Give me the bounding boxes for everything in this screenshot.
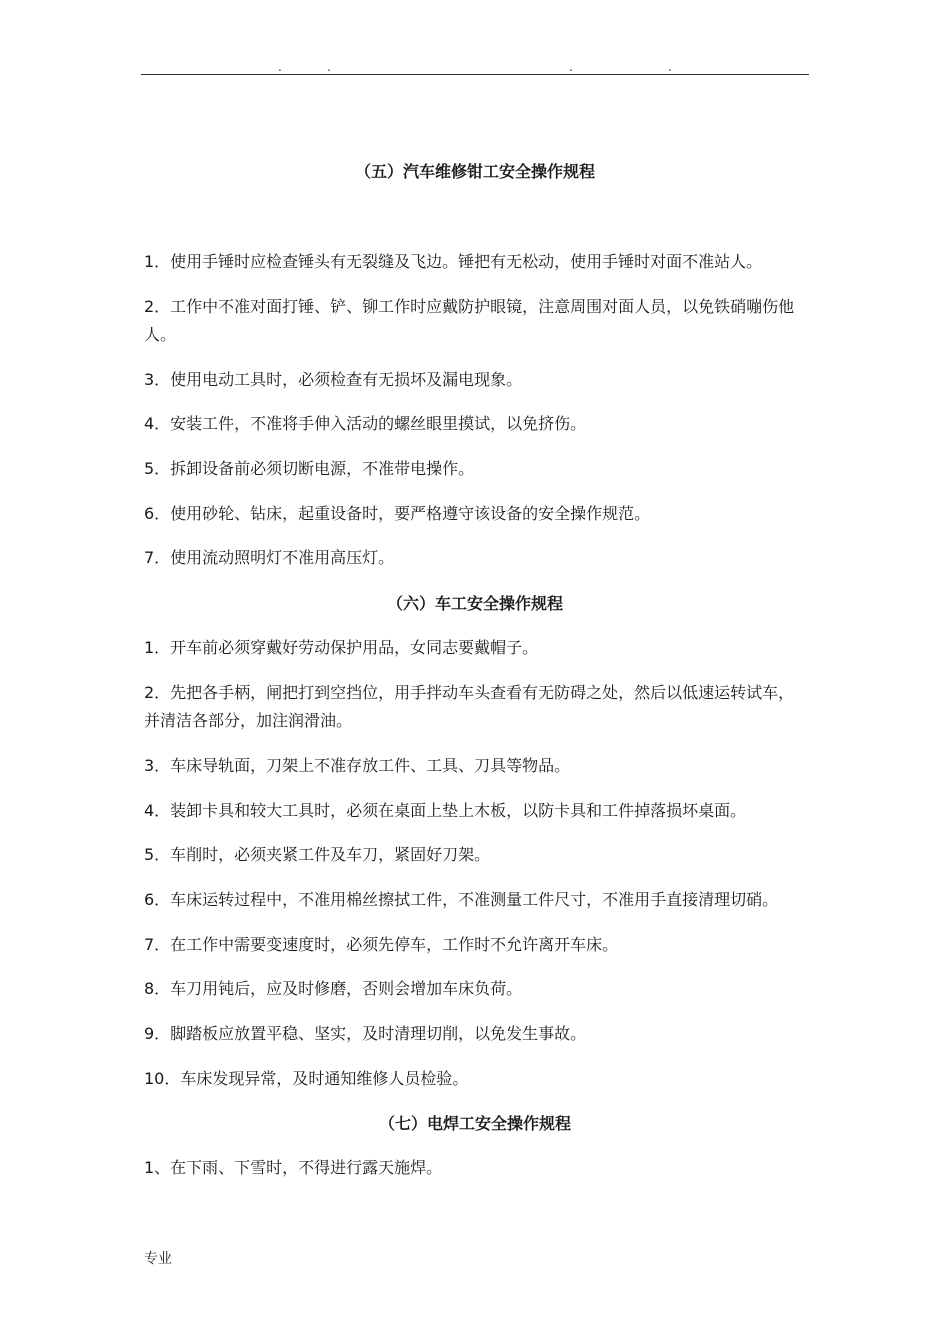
section-title-7: （七）电焊工安全操作规程 — [378, 1114, 571, 1133]
header-rule — [141, 74, 809, 75]
list-item: 4．安装工件，不准将手伸入活动的螺丝眼里摸试，以免挤伤。 — [144, 414, 587, 433]
header-dot: . — [278, 60, 282, 74]
list-item: 1、在下雨、下雪时，不得进行露天施焊。 — [144, 1158, 443, 1177]
list-item: 4．装卸卡具和较大工具时，必须在桌面上垫上木板，以防卡具和工件掉落损坏桌面。 — [144, 801, 747, 820]
list-item: 10．车床发现异常，及时通知维修人员检验。 — [144, 1069, 469, 1088]
list-item: 5．车削时，必须夹紧工件及车刀，紧固好刀架。 — [144, 845, 491, 864]
list-item: 1．开车前必须穿戴好劳动保护用品，女同志要戴帽子。 — [144, 638, 539, 657]
list-item: 9．脚踏板应放置平稳、坚实，及时清理切削，以免发生事故。 — [144, 1024, 587, 1043]
list-item: 6．使用砂轮、钻床，起重设备时，要严格遵守该设备的安全操作规范。 — [144, 504, 651, 523]
list-item: 3．使用电动工具时，必须检查有无损坏及漏电现象。 — [144, 370, 523, 389]
list-item: 7．在工作中需要变速度时，必须先停车，工作时不允许离开车床。 — [144, 935, 619, 954]
list-item: 8．车刀用钝后，应及时修磨，否则会增加车床负荷。 — [144, 979, 523, 998]
list-item: 7．使用流动照明灯不准用高压灯。 — [144, 548, 395, 567]
list-item: 3．车床导轨面，刀架上不准存放工件、工具、刀具等物品。 — [144, 756, 571, 775]
footer-text: 专业 — [144, 1251, 172, 1267]
list-item: 6．车床运转过程中，不准用棉丝擦拭工件，不准测量工件尺寸，不准用手直接清理切硝。 — [144, 890, 779, 909]
list-item: 2．工作中不准对面打锤、铲、铆工作时应戴防护眼镜，注意周围对面人员，以免铁硝嘣伤他人。 — [144, 297, 795, 344]
section-title-5: （五）汽车维修钳工安全操作规程 — [354, 162, 595, 181]
list-item: 2．先把各手柄，闸把打到空挡位，用手拌动车头查看有无防碍之处，然后以低速运转试车，并清洁各部分，加注润滑油。 — [144, 683, 795, 730]
list-item: 5．拆卸设备前必须切断电源，不准带电操作。 — [144, 459, 475, 478]
section-title-6: （六）车工安全操作规程 — [386, 594, 563, 613]
header-dot: . — [327, 60, 331, 74]
header-dot: . — [569, 60, 573, 74]
list-item: 1．使用手锤时应检查锤头有无裂缝及飞边。锤把有无松动，使用手锤时对面不准站人。 — [144, 252, 763, 271]
header-dot: . — [668, 60, 672, 74]
